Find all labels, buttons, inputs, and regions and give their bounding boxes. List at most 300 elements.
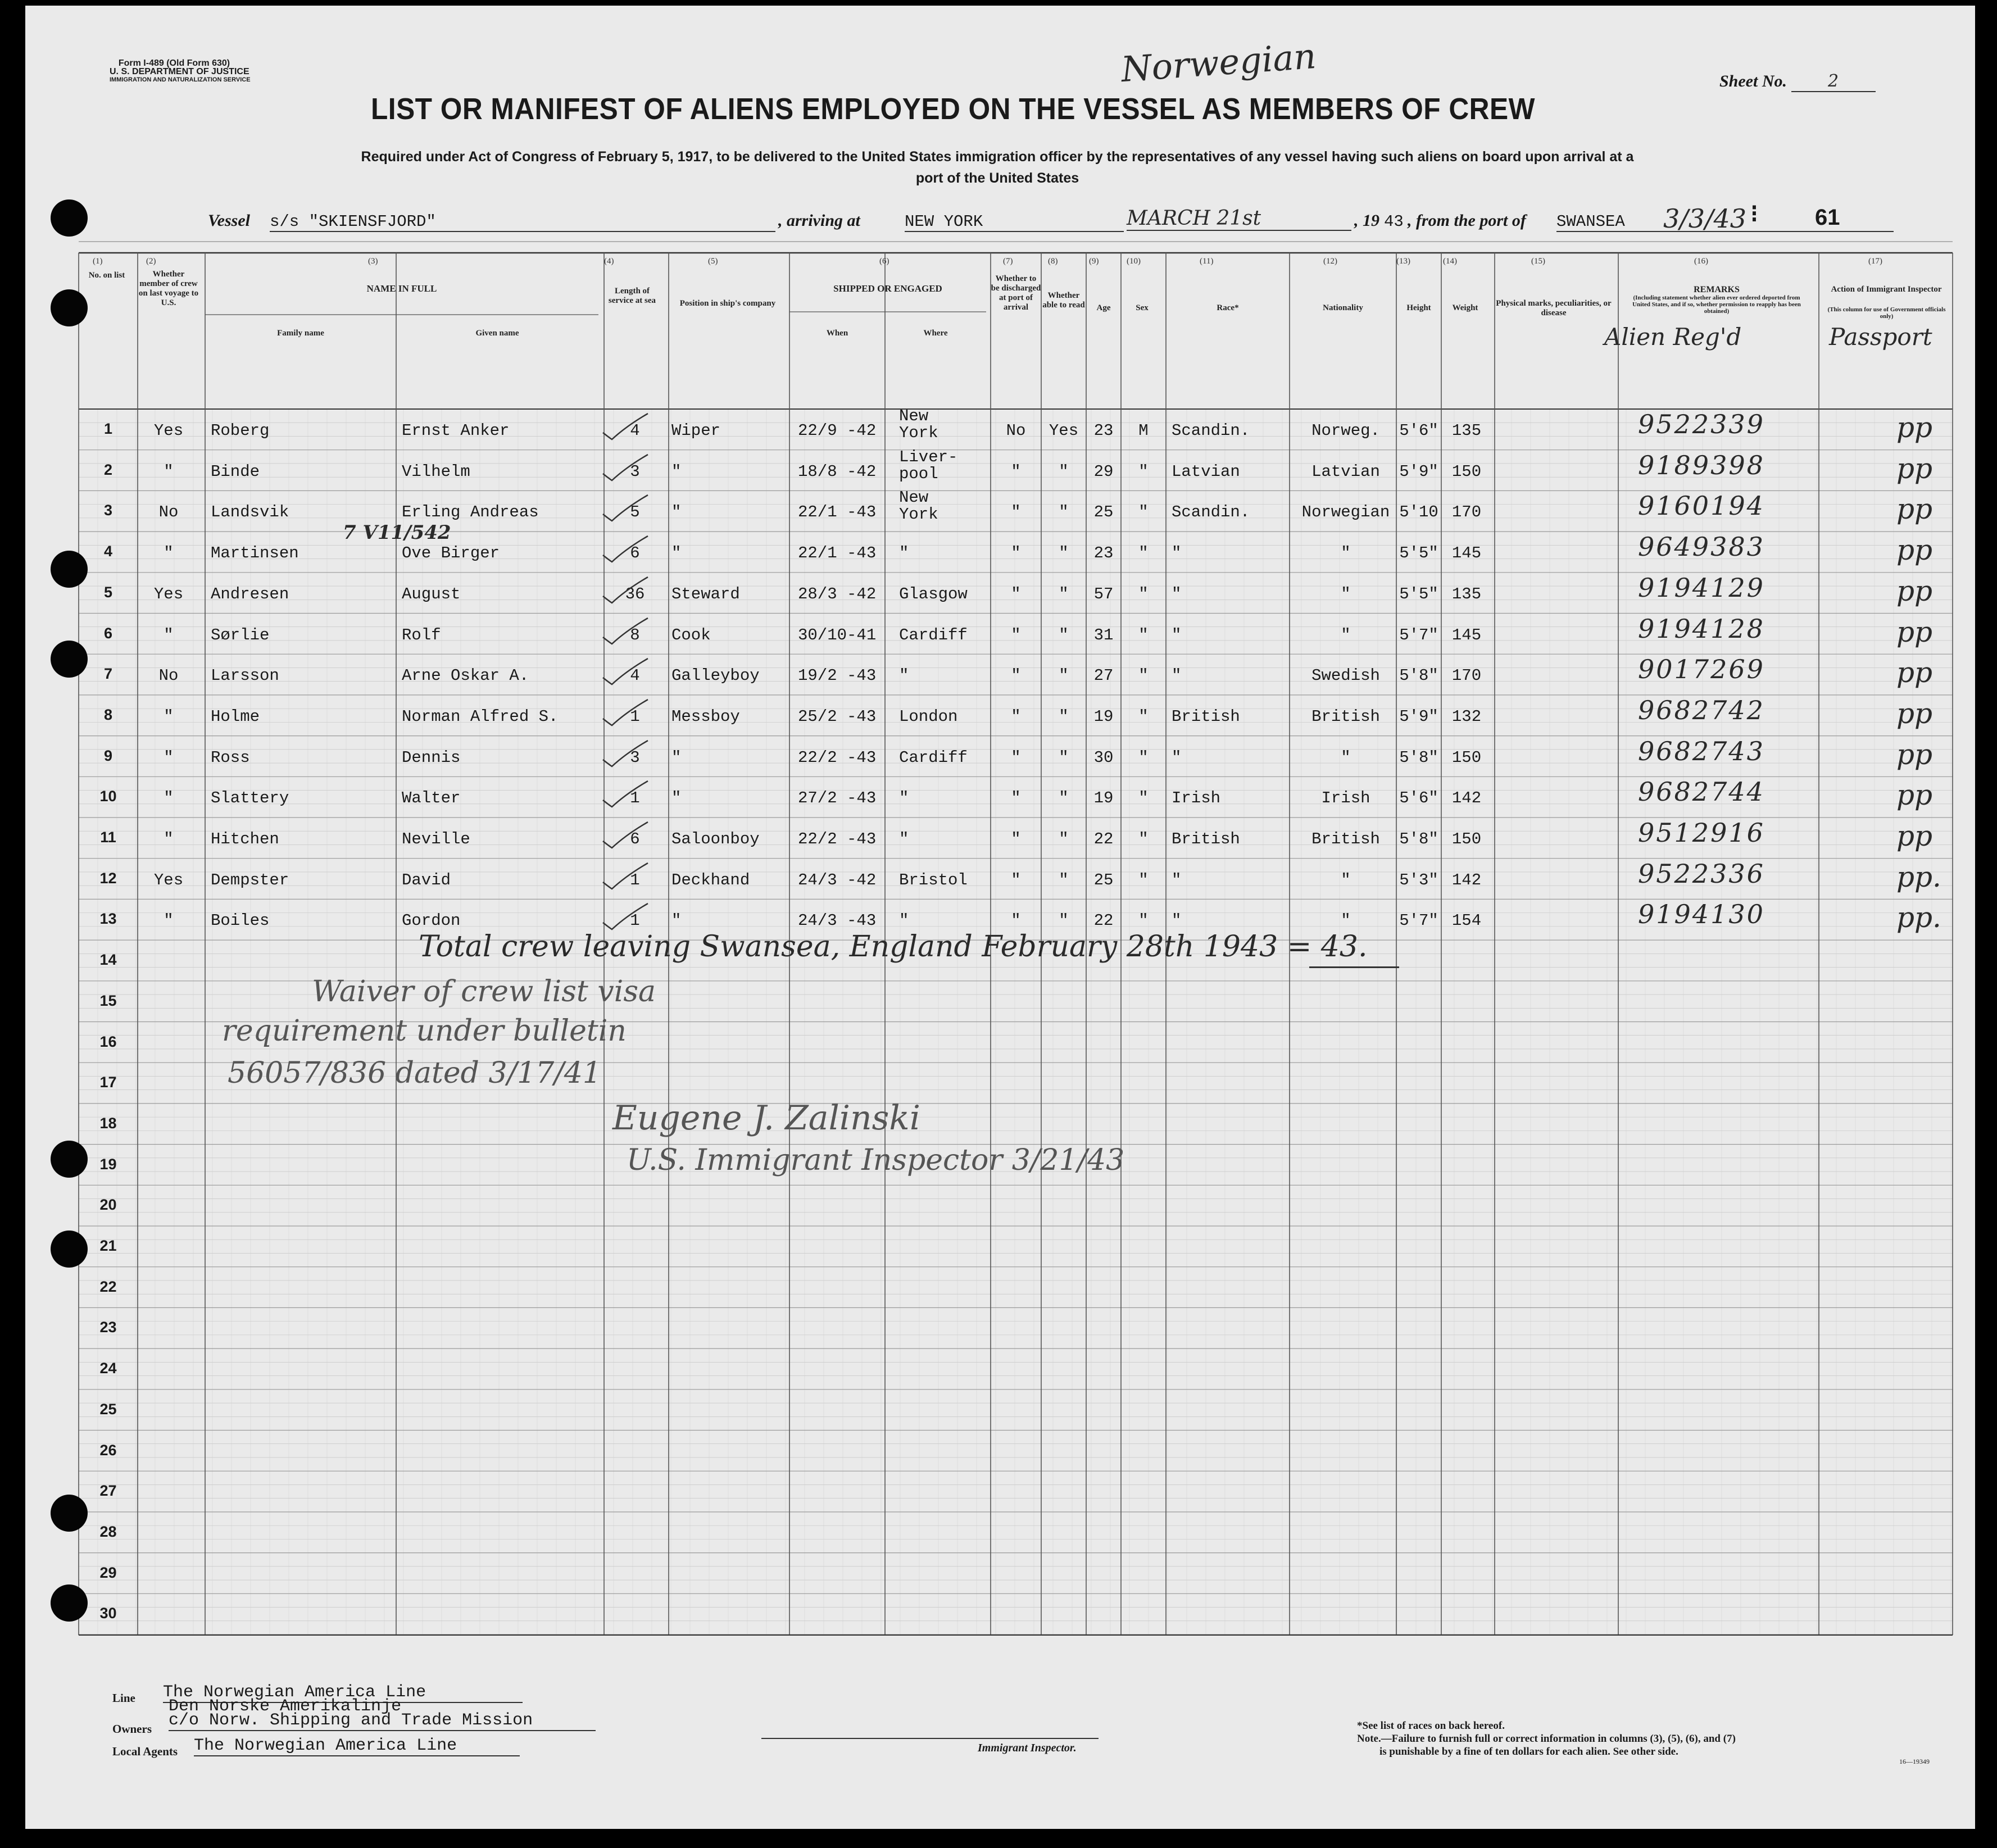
- manifest-sheet: [25, 6, 1975, 1829]
- col-number-4: (4): [604, 257, 614, 266]
- row-number: 21: [99, 1237, 117, 1254]
- cell-read: ": [1059, 625, 1069, 644]
- check-mark-icon: [598, 819, 649, 852]
- cell-weight: 135: [1451, 421, 1482, 440]
- cell-discharge: ": [1011, 666, 1021, 685]
- cell-when: 22/1 -43: [798, 544, 877, 563]
- cell-race: ": [1172, 748, 1182, 767]
- from-port-label: , from the port of: [1408, 211, 1526, 230]
- cell-when: 18/8 -42: [798, 462, 877, 481]
- cell-discharge: ": [1011, 584, 1021, 603]
- footer-line-value: The Norwegian America Line: [163, 1683, 523, 1703]
- col-number-10: (10): [1127, 257, 1141, 266]
- footer-owners-label: Owners: [112, 1722, 152, 1736]
- cell-read: ": [1059, 584, 1069, 603]
- row-number: 12: [99, 869, 117, 887]
- cell-last: Yes: [153, 584, 184, 603]
- cell-position: ": [671, 544, 682, 563]
- cell-nationality: Norweg.: [1311, 421, 1380, 440]
- from-port: SWANSEA: [1556, 212, 1894, 232]
- cell-sex: ": [1138, 789, 1149, 808]
- cell-service: 3: [630, 748, 640, 767]
- cell-when: 22/2 -43: [798, 830, 877, 848]
- cell-given: Dennis: [402, 748, 461, 767]
- cell-weight: 142: [1451, 870, 1482, 889]
- footer-line: [112, 1691, 135, 1705]
- inspector-action: pp: [1896, 452, 1933, 485]
- cell-given: David: [402, 870, 451, 889]
- cell-where: Cardiff: [899, 625, 968, 644]
- footer-owners-value-2: c/o Norw. Shipping and Trade Mission: [169, 1711, 596, 1731]
- cell-position: Galleyboy: [671, 666, 760, 685]
- col-header-when: When: [826, 329, 848, 338]
- col-header-discharged: Whether to be discharged at port of arrival: [991, 274, 1041, 312]
- inspector-action: pp: [1896, 493, 1933, 526]
- cell-given: Rolf: [402, 625, 441, 644]
- cell-age: 19: [1093, 789, 1114, 808]
- check-mark-icon: [598, 900, 649, 934]
- row-number: 1: [103, 420, 113, 437]
- cell-race: ": [1172, 911, 1182, 930]
- cell-weight: 145: [1451, 544, 1482, 563]
- inspector-action: pp: [1896, 656, 1933, 689]
- cell-race: ": [1172, 544, 1182, 563]
- remark-alien-number: 9682742: [1638, 694, 1765, 725]
- cell-race: Irish: [1172, 789, 1221, 808]
- cell-read: ": [1059, 870, 1069, 889]
- cell-sex: ": [1138, 870, 1149, 889]
- cell-where: Liver- pool: [899, 447, 958, 483]
- cell-when: 27/2 -43: [798, 789, 877, 808]
- footer-notes: [1357, 1719, 1736, 1758]
- form-subtitle: [115, 146, 1880, 189]
- col-header-sex: Sex: [1136, 303, 1149, 312]
- cell-age: 30: [1093, 748, 1114, 767]
- cell-where: ": [899, 830, 909, 848]
- check-mark-icon: [598, 696, 649, 730]
- vessel-label: Vessel: [208, 211, 250, 230]
- cell-discharge: ": [1011, 503, 1021, 522]
- cell-discharge: ": [1011, 748, 1021, 767]
- footer-note-penalty-1: Note.—Failure to furnish full or correct information in columns (3), (5), (6), and (7): [1357, 1733, 1736, 1745]
- stamp-mark: ⁝: [1750, 202, 1758, 230]
- cell-family: Sørlie: [211, 625, 270, 644]
- row-number: 10: [99, 788, 117, 805]
- inspector-action: pp: [1896, 534, 1933, 567]
- inspector-action: pp: [1896, 738, 1933, 771]
- subtitle-line-1: Required under Act of Congress of February 5, 1917, to be delivered to the United States immigration officer by the representatives of any vessel having such aliens on board upon arrival at a: [361, 149, 1634, 165]
- cell-given: Ernst Anker: [402, 421, 510, 440]
- cell-where: Cardiff: [899, 748, 968, 767]
- voyage-line: [208, 203, 1905, 235]
- cell-race: ": [1172, 584, 1182, 603]
- cell-where: ": [899, 789, 909, 808]
- row-number: 3: [103, 502, 113, 519]
- cell-family: Martinsen: [211, 544, 299, 563]
- row-number: 7: [103, 665, 113, 683]
- cell-position: Saloonboy: [671, 830, 760, 848]
- cell-discharge: ": [1011, 707, 1021, 726]
- cell-discharge: ": [1011, 544, 1021, 563]
- cell-weight: 135: [1451, 584, 1482, 603]
- cell-discharge: ": [1011, 830, 1021, 848]
- inspector-action: pp: [1896, 411, 1933, 444]
- cell-sex: ": [1138, 503, 1149, 522]
- row-number: 5: [103, 583, 113, 601]
- cell-height: 5'8": [1399, 748, 1438, 767]
- col-number-17: (17): [1868, 257, 1882, 266]
- cell-height: 5'9": [1399, 462, 1438, 481]
- cell-last: ": [164, 789, 174, 808]
- cell-where: New York: [899, 407, 938, 442]
- cell-last: ": [164, 462, 174, 481]
- cell-service: 4: [630, 421, 640, 440]
- cell-height: 5'5": [1399, 544, 1438, 563]
- cell-last: ": [164, 544, 174, 563]
- cell-family: Binde: [211, 462, 260, 481]
- footer-owners-value-1: Den Norske Amerikalinje: [169, 1697, 402, 1716]
- cell-race: Scandin.: [1172, 421, 1250, 440]
- inspector-label: Immigrant Inspector.: [978, 1742, 1077, 1754]
- cell-last: ": [164, 830, 174, 848]
- remark-alien-number: 9189398: [1638, 449, 1765, 480]
- row-number: 2: [103, 461, 113, 478]
- cell-read: ": [1059, 503, 1069, 522]
- crew-row: [25, 614, 1975, 655]
- cell-position: ": [671, 503, 682, 522]
- action-handwritten-header: Passport: [1829, 323, 1932, 351]
- cell-when: 24/3 -42: [798, 870, 877, 889]
- cell-discharge: ": [1011, 911, 1021, 930]
- footer-note-races: *See list of races on back hereof.: [1357, 1720, 1505, 1732]
- vessel-name: s/s "SKIENSFJORD": [270, 212, 775, 232]
- cell-position: ": [671, 789, 682, 808]
- inspector-action: pp.: [1896, 901, 1941, 934]
- cell-service: 5: [630, 503, 640, 522]
- row-number: 26: [99, 1441, 117, 1459]
- cell-when: 24/3 -43: [798, 911, 877, 930]
- col-header-race: Race*: [1217, 303, 1239, 312]
- col-number-9: (9): [1089, 257, 1099, 266]
- col-number-16: (16): [1694, 257, 1708, 266]
- footer-agents-label: Local Agents: [112, 1745, 178, 1758]
- crew-row: [25, 654, 1975, 695]
- sheet-no-value: 2: [1791, 71, 1876, 92]
- col-number-1: (1): [93, 257, 103, 266]
- col-number-11: (11): [1200, 257, 1214, 266]
- col-header-remarks-note: (Including statement whether alien ever ordered deported from United States, and if so, whether permission to reapply has been obtained): [1632, 294, 1801, 315]
- cell-service: 36: [625, 584, 645, 603]
- cell-nationality: ": [1341, 544, 1351, 563]
- cell-when: 22/9 -42: [798, 421, 877, 440]
- cell-height: 5'7": [1399, 911, 1438, 930]
- cell-weight: 170: [1451, 503, 1482, 522]
- cell-family: Andresen: [211, 584, 289, 603]
- crew-row: [25, 532, 1975, 573]
- cell-read: ": [1059, 462, 1069, 481]
- cell-race: British: [1172, 707, 1240, 726]
- cell-last: ": [164, 707, 174, 726]
- crew-row: [25, 818, 1975, 859]
- remark-alien-number: 9017269: [1638, 654, 1765, 685]
- cell-nationality: British: [1311, 830, 1380, 848]
- cell-when: 30/10-41: [798, 625, 877, 644]
- cell-age: 19: [1093, 707, 1114, 726]
- cell-age: 23: [1093, 544, 1114, 563]
- cell-sex: ": [1138, 625, 1149, 644]
- row-number: 20: [99, 1196, 117, 1214]
- col-header-given-name: Given name: [475, 329, 519, 338]
- department-text: U. S. DEPARTMENT OF JUSTICE: [110, 67, 249, 76]
- cell-race: British: [1172, 830, 1240, 848]
- print-code: 16—19349: [1899, 1758, 1930, 1765]
- col-number-3: (3): [368, 257, 378, 266]
- col-header-age: Age: [1096, 303, 1111, 312]
- waiver-line-2: requirement under bulletin: [222, 1014, 627, 1048]
- cell-position: Steward: [671, 584, 740, 603]
- cell-last: Yes: [153, 870, 184, 889]
- remark-alien-number: 9522339: [1638, 409, 1765, 439]
- cell-position: Messboy: [671, 707, 740, 726]
- col-number-5: (5): [708, 257, 718, 266]
- handwritten-nationality: Norwegian: [1119, 35, 1318, 90]
- cell-nationality: Swedish: [1311, 666, 1380, 685]
- inspector-signature-title: U.S. Immigrant Inspector 3/21/43: [627, 1143, 1125, 1177]
- row-number: 16: [99, 1033, 117, 1050]
- cell-weight: 142: [1451, 789, 1482, 808]
- cell-nationality: Irish: [1321, 789, 1370, 808]
- cell-weight: 154: [1451, 911, 1482, 930]
- row-number: 22: [99, 1278, 117, 1295]
- remark-alien-number: 9160194: [1638, 491, 1765, 521]
- cell-age: 23: [1093, 421, 1114, 440]
- cell-position: Wiper: [671, 421, 721, 440]
- col-header-remarks: REMARKS: [1694, 285, 1740, 294]
- cell-when: 22/1 -43: [798, 503, 877, 522]
- crew-row: [25, 695, 1975, 736]
- cell-sex: M: [1138, 421, 1149, 440]
- cell-height: 5'6": [1399, 789, 1438, 808]
- cell-where: Glasgow: [899, 584, 968, 603]
- inspector-action: pp: [1896, 820, 1933, 852]
- inspector-action: pp: [1896, 615, 1933, 648]
- cell-last: No: [158, 666, 179, 685]
- cell-last: Yes: [153, 421, 184, 440]
- col-header-no: No. on list: [88, 271, 125, 280]
- footer-note-penalty-2: is punishable by a fine of ten dollars for each alien. See other side.: [1379, 1746, 1678, 1758]
- row-number: 28: [99, 1523, 117, 1540]
- row-number: 29: [99, 1564, 117, 1581]
- cell-position: ": [671, 911, 682, 930]
- col-header-physical-marks: Physical marks, peculiarities, or disease: [1496, 299, 1612, 317]
- remark-alien-number: 9649383: [1638, 532, 1765, 562]
- inspector-signature: Eugene J. Zalinski: [612, 1098, 920, 1138]
- cell-given: Arne Oskar A.: [402, 666, 529, 685]
- cell-height: 5'3": [1399, 870, 1438, 889]
- cell-when: 19/2 -43: [798, 666, 877, 685]
- cell-read: ": [1059, 666, 1069, 685]
- cell-when: 25/2 -43: [798, 707, 877, 726]
- row-number: 19: [99, 1155, 117, 1173]
- cell-sex: ": [1138, 544, 1149, 563]
- cell-last: ": [164, 625, 174, 644]
- row-number: 27: [99, 1482, 117, 1500]
- col-header-read: Whether able to read: [1042, 291, 1085, 310]
- cell-given: Vilhelm: [402, 462, 470, 481]
- cell-height: 5'8": [1399, 830, 1438, 848]
- cell-nationality: Latvian: [1311, 462, 1380, 481]
- cell-height: 5'7": [1399, 625, 1438, 644]
- cell-race: ": [1172, 666, 1182, 685]
- inspector-action: pp: [1896, 779, 1933, 812]
- remark-alien-number: 9682743: [1638, 735, 1765, 766]
- cell-service: 1: [630, 911, 640, 930]
- cell-nationality: ": [1341, 584, 1351, 603]
- remark-alien-number: 9522336: [1638, 858, 1765, 889]
- check-mark-icon: [598, 655, 649, 689]
- cell-service: 1: [630, 789, 640, 808]
- check-mark-icon: [598, 533, 649, 566]
- cell-discharge: ": [1011, 870, 1021, 889]
- col-number-2: (2): [146, 257, 156, 266]
- col-header-nationality: Nationality: [1323, 303, 1363, 312]
- form-id: [110, 58, 251, 84]
- col-header-action: Action of Immigrant Inspector: [1831, 285, 1942, 294]
- footer-agents-value: The Norwegian America Line: [194, 1736, 520, 1756]
- cell-weight: 150: [1451, 748, 1482, 767]
- waiver-line-3: 56057/836 dated 3/17/41: [228, 1056, 601, 1090]
- remark-alien-number: 9194128: [1638, 613, 1765, 644]
- cell-weight: 132: [1451, 707, 1482, 726]
- cell-family: Larsson: [211, 666, 279, 685]
- cell-where: ": [899, 544, 909, 563]
- cell-height: 5'5": [1399, 584, 1438, 603]
- cell-given: August: [402, 584, 461, 603]
- cell-nationality: ": [1341, 748, 1351, 767]
- remarks-handwritten-header: Alien Reg'd: [1604, 323, 1742, 351]
- cell-given: Erling Andreas: [402, 503, 539, 522]
- cell-discharge: ": [1011, 789, 1021, 808]
- cell-given: Neville: [402, 830, 470, 848]
- cell-family: Landsvik: [211, 503, 289, 522]
- check-mark-icon: [598, 492, 649, 525]
- row-number: 18: [99, 1114, 117, 1132]
- col-number-13: (13): [1396, 257, 1410, 266]
- cell-position: ": [671, 462, 682, 481]
- cell-service: 8: [630, 625, 640, 644]
- cell-when: 22/2 -43: [798, 748, 877, 767]
- cell-where: ": [899, 666, 909, 685]
- cell-nationality: ": [1341, 911, 1351, 930]
- cell-family: Slattery: [211, 789, 289, 808]
- col-header-position: Position in ship's company: [679, 299, 776, 308]
- row-number: 11: [100, 829, 116, 846]
- cell-family: Holme: [211, 707, 260, 726]
- punch-hole: [51, 289, 88, 326]
- col-number-7: (7): [1003, 257, 1013, 266]
- service-text: IMMIGRATION AND NATURALIZATION SERVICE: [110, 76, 251, 83]
- col-header-shipped: SHIPPED OR ENGAGED: [833, 283, 942, 294]
- cell-where: ": [899, 911, 909, 930]
- year-label: , 19: [1354, 211, 1379, 230]
- row-number: 15: [99, 992, 117, 1009]
- col-header-service: Length of service at sea: [608, 287, 656, 305]
- cell-height: 5'9": [1399, 707, 1438, 726]
- check-mark-icon: [598, 410, 649, 444]
- cell-service: 1: [630, 870, 640, 889]
- cell-age: 31: [1093, 625, 1114, 644]
- cell-race: Latvian: [1172, 462, 1240, 481]
- cell-discharge: ": [1011, 625, 1021, 644]
- row-number: 25: [99, 1400, 117, 1418]
- cell-race: Scandin.: [1172, 503, 1250, 522]
- cell-age: 22: [1093, 911, 1114, 930]
- cell-weight: 145: [1451, 625, 1482, 644]
- cell-weight: 170: [1451, 666, 1482, 685]
- cell-height: 5'6": [1399, 421, 1438, 440]
- row-number: 17: [99, 1074, 117, 1091]
- cell-read: ": [1059, 748, 1069, 767]
- cell-height: 5'8": [1399, 666, 1438, 685]
- cell-age: 25: [1093, 870, 1114, 889]
- inspector-signature-line: [761, 1738, 1099, 1739]
- sheet-label: Sheet No.: [1719, 72, 1787, 90]
- cell-discharge: No: [1006, 421, 1026, 440]
- cell-read: ": [1059, 707, 1069, 726]
- arrival-year: 43: [1384, 212, 1404, 231]
- remark-alien-number: 9512916: [1638, 818, 1765, 848]
- cell-read: ": [1059, 911, 1069, 930]
- cell-sex: ": [1138, 584, 1149, 603]
- cell-read: ": [1059, 789, 1069, 808]
- form-title: LIST OR MANIFEST OF ALIENS EMPLOYED ON THE VESSEL AS MEMBERS OF CREW: [371, 92, 1535, 126]
- cell-service: 6: [630, 830, 640, 848]
- check-mark-icon: [598, 615, 649, 648]
- cell-family: Dempster: [211, 870, 289, 889]
- waiver-line-1: Waiver of crew list visa: [312, 975, 656, 1009]
- col-header-weight: Weight: [1452, 303, 1478, 312]
- col-number-14: (14): [1443, 257, 1457, 266]
- cell-sex: ": [1138, 462, 1149, 481]
- row-number: 9: [103, 747, 113, 764]
- cell-sex: ": [1138, 911, 1149, 930]
- inspector-action: pp: [1896, 697, 1933, 730]
- col-header-height: Height: [1406, 303, 1431, 312]
- inspector-action: pp: [1896, 574, 1933, 607]
- cell-sex: ": [1138, 666, 1149, 685]
- martinsen-annotation: 7 V11/542: [343, 521, 451, 544]
- check-mark-icon: [598, 737, 649, 771]
- punch-hole: [51, 199, 88, 237]
- col-header-action-note: (This column for use of Government officials only): [1827, 306, 1946, 320]
- check-mark-icon: [598, 778, 649, 811]
- arriving-port: NEW YORK: [905, 212, 1124, 232]
- cell-last: No: [158, 503, 179, 522]
- crew-row: [25, 573, 1975, 614]
- row-number: 23: [99, 1319, 117, 1336]
- cell-discharge: ": [1011, 462, 1021, 481]
- row-number: 4: [103, 543, 113, 560]
- cell-given: Norman Alfred S.: [402, 707, 559, 726]
- check-mark-icon: [598, 574, 649, 607]
- cell-where: Bristol: [899, 870, 968, 889]
- row-number: 24: [99, 1360, 117, 1377]
- cell-nationality: British: [1311, 707, 1380, 726]
- cell-service: 6: [630, 544, 640, 563]
- crew-row: [25, 777, 1975, 818]
- col-number-6: (6): [879, 257, 889, 266]
- row-number: 6: [103, 624, 113, 642]
